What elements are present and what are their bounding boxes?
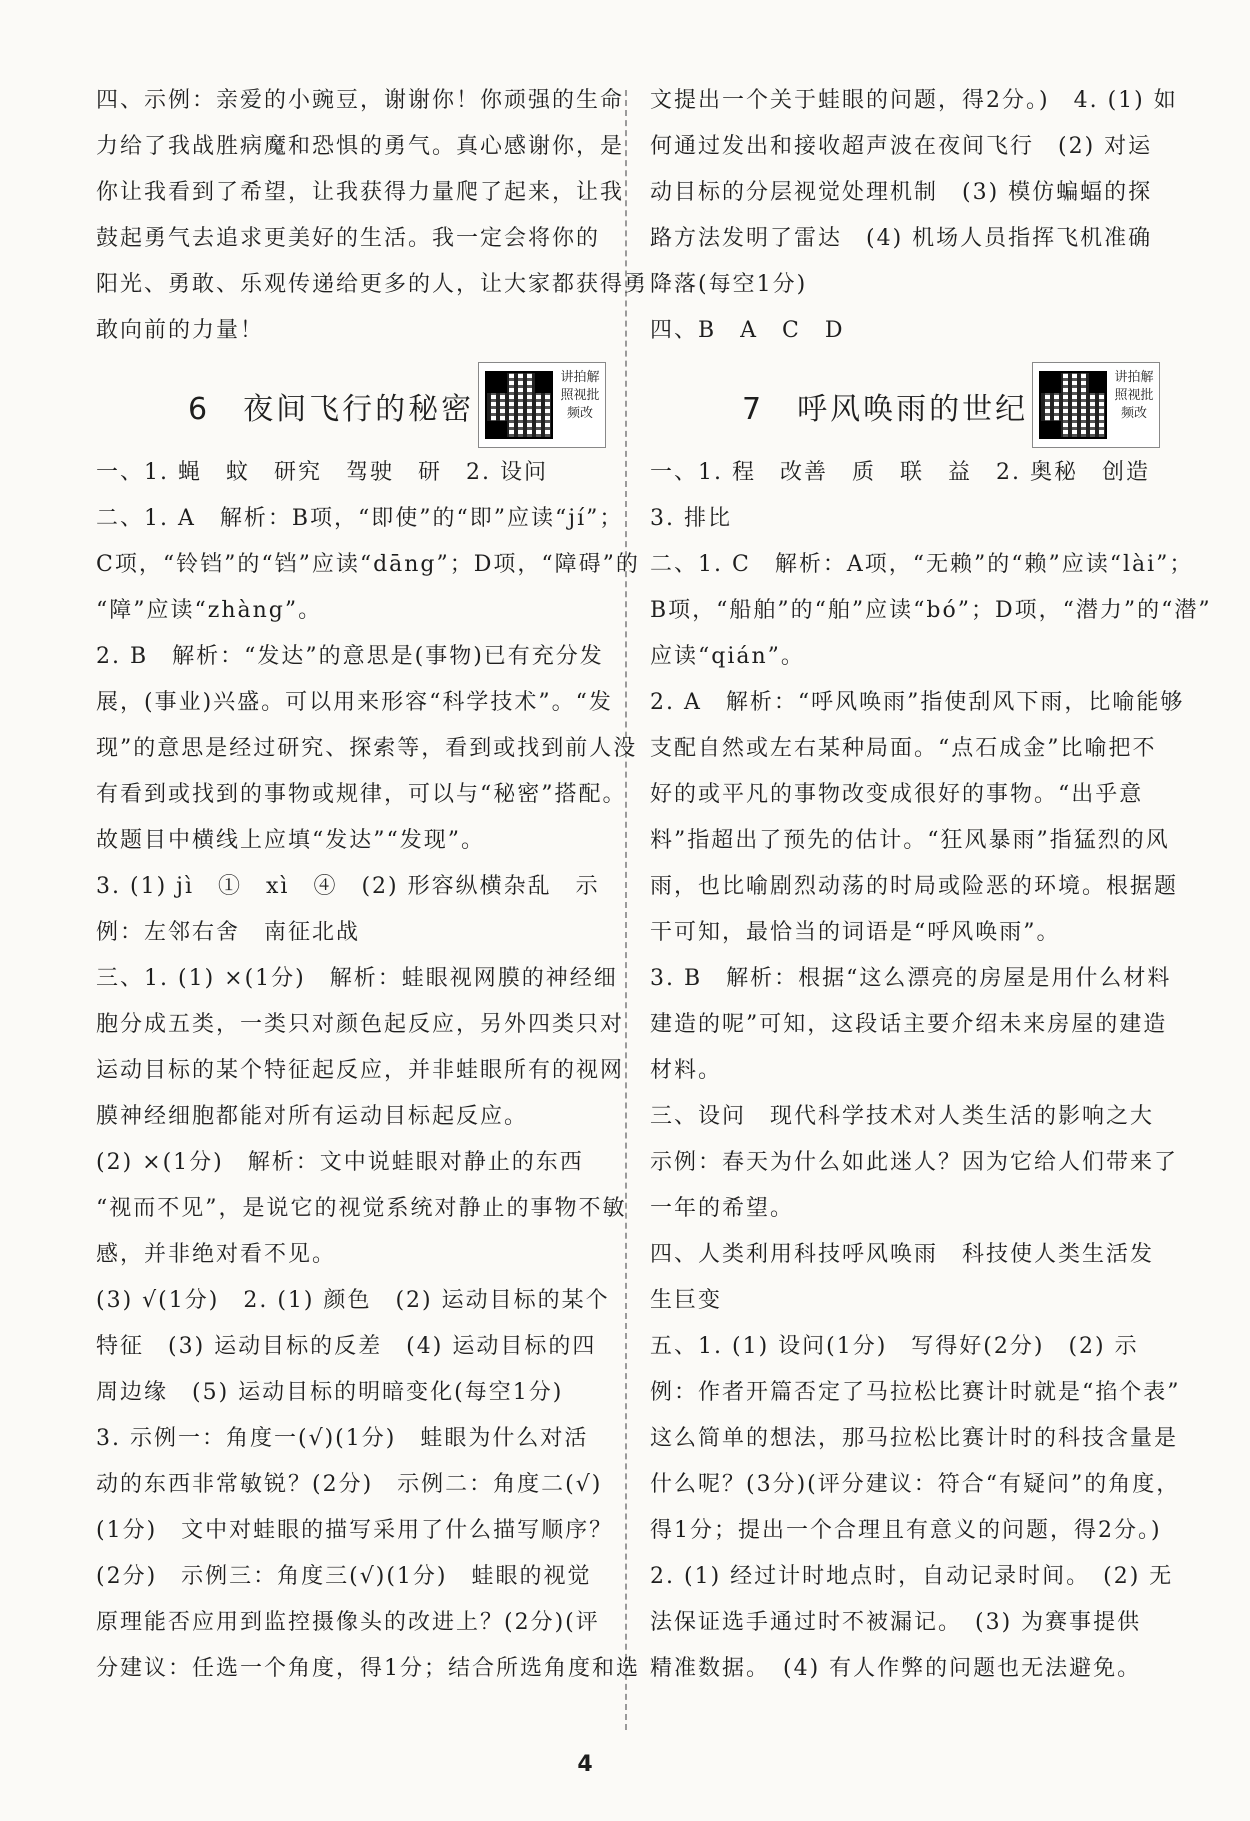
text-line: 胞分成五类，一类只对颜色起反应，另外四类只对 bbox=[96, 1012, 625, 1037]
text-line: 运动目标的某个特征起反应，并非蛙眼所有的视网 bbox=[96, 1058, 625, 1083]
right-column bbox=[650, 78, 1212, 1692]
text-line: 材料。 bbox=[650, 1058, 723, 1083]
text-line: 何通过发出和接收超声波在夜间飞行 (2) 对运 bbox=[650, 134, 1153, 159]
text-line: 原理能否应用到监控摄像头的改进上？(2分)(评 bbox=[96, 1610, 600, 1635]
text-line: 料”指超出了预先的估计。“狂风暴雨”指猛烈的风 bbox=[650, 828, 1170, 853]
qr-label: 讲拍解照视批频改 bbox=[560, 370, 600, 421]
qr-code-box[interactable] bbox=[478, 362, 606, 448]
text-line: B项，“船舶”的“舶”应读“bó”；D项，“潜力”的“潜” bbox=[650, 598, 1212, 623]
text-line: 应读“qián”。 bbox=[650, 644, 805, 669]
text-line: C项，“铃铛”的“铛”应读“dāng”；D项，“障碍”的 bbox=[96, 552, 640, 577]
text-line: 例：作者开篇否定了马拉松比赛计时就是“掐个表” bbox=[650, 1380, 1181, 1405]
qr-code-box[interactable] bbox=[1032, 362, 1160, 448]
text-line: 3. 排比 bbox=[650, 506, 732, 531]
text-line: 雨，也比喻剧烈动荡的时局或险恶的环境。根据题 bbox=[650, 874, 1179, 899]
text-line: 你让我看到了希望，让我获得力量爬了起来，让我 bbox=[96, 180, 625, 205]
text-line: 示例：春天为什么如此迷人？因为它给人们带来了 bbox=[650, 1150, 1179, 1175]
text-line: “视而不见”，是说它的视觉系统对静止的事物不敏 bbox=[96, 1196, 627, 1221]
text-line: (2) ×(1分) 解析：文中说蛙眼对静止的东西 bbox=[96, 1150, 584, 1175]
text-line: 故题目中横线上应填“发达”“发现”。 bbox=[96, 828, 485, 853]
left-column bbox=[96, 78, 649, 1692]
text-line: 什么呢？(3分)(评分建议：符合“有疑问”的角度， bbox=[650, 1472, 1181, 1497]
qr-code-icon bbox=[485, 371, 553, 439]
text-line: 动目标的分层视觉处理机制 (3) 模仿蝙蝠的探 bbox=[650, 180, 1153, 205]
text-line: 得1分；提出一个合理且有意义的问题，得2分。) bbox=[650, 1518, 1162, 1543]
text-line: 好的或平凡的事物改变成很好的事物。“出乎意 bbox=[650, 782, 1144, 807]
qr-code-icon bbox=[1039, 371, 1107, 439]
text-line: 2. B 解析：“发达”的意思是(事物)已有充分发 bbox=[96, 644, 604, 669]
section-title: 6 夜间飞行的秘密 bbox=[188, 392, 475, 427]
text-line: 路方法发明了雷达 (4) 机场人员指挥飞机准确 bbox=[650, 226, 1153, 251]
text-line: 2. A 解析：“呼风唤雨”指使刮风下雨，比喻能够 bbox=[650, 690, 1185, 715]
text-line: 展，(事业)兴盛。可以用来形容“科学技术”。“发 bbox=[96, 690, 613, 715]
section-title: 7 呼风唤雨的世纪 bbox=[742, 392, 1029, 427]
text-line: “障”应读“zhàng”。 bbox=[96, 598, 323, 623]
text-line: 现”的意思是经过研究、探索等，看到或找到前人没 bbox=[96, 736, 638, 761]
text-line: 支配自然或左右某种局面。“点石成金”比喻把不 bbox=[650, 736, 1157, 761]
text-line: 分建议：任选一个角度，得1分；结合所选角度和选 bbox=[96, 1656, 640, 1681]
text-line: 建造的呢”可知，这段话主要介绍未来房屋的建造 bbox=[650, 1012, 1168, 1037]
column-divider bbox=[625, 90, 627, 1730]
text-line: 2. (1) 经过计时地点时，自动记录时间。 (2) 无 bbox=[650, 1564, 1174, 1589]
text-line: 一、1. 蝇 蚊 研究 驾驶 研 2. 设问 bbox=[96, 460, 548, 485]
text-line: 3. 示例一：角度一(√)(1分) 蛙眼为什么对活 bbox=[96, 1426, 589, 1451]
text-line: 特征 (3) 运动目标的反差 (4) 运动目标的四 bbox=[96, 1334, 597, 1359]
text-line: 鼓起勇气去追求更美好的生活。我一定会将你的 bbox=[96, 226, 601, 251]
section-header bbox=[650, 354, 1170, 450]
text-line: 力给了我战胜病魔和恐惧的勇气。真心感谢你，是 bbox=[96, 134, 625, 159]
text-line: (2分) 示例三：角度三(√)(1分) 蛙眼的视觉 bbox=[96, 1564, 592, 1589]
text-line: 四、示例：亲爱的小豌豆，谢谢你！你顽强的生命 bbox=[96, 88, 625, 113]
section-header bbox=[96, 354, 616, 450]
text-line: 精准数据。 (4) 有人作弊的问题也无法避免。 bbox=[650, 1656, 1142, 1681]
text-line: 感，并非绝对看不见。 bbox=[96, 1242, 337, 1267]
text-line: (1分) 文中对蛙眼的描写采用了什么描写顺序？ bbox=[96, 1518, 614, 1543]
text-line: 阳光、勇敢、乐观传递给更多的人，让大家都获得勇 bbox=[96, 272, 649, 297]
text-line: 文提出一个关于蛙眼的问题，得2分。) 4. (1) 如 bbox=[650, 88, 1178, 113]
text-line: 动的东西非常敏锐？(2分) 示例二：角度二(√) bbox=[96, 1472, 603, 1497]
text-line: 膜神经细胞都能对所有运动目标起反应。 bbox=[96, 1104, 529, 1129]
text-line: 周边缘 (5) 运动目标的明暗变化(每空1分) bbox=[96, 1380, 564, 1405]
text-line: (3) √(1分) 2. (1) 颜色 (2) 运动目标的某个 bbox=[96, 1288, 610, 1313]
text-line: 敢向前的力量！ bbox=[96, 318, 265, 343]
text-line: 降落(每空1分) bbox=[650, 272, 808, 297]
page-number: 4 bbox=[577, 1752, 593, 1777]
qr-label: 讲拍解照视批频改 bbox=[1114, 370, 1154, 421]
text-line: 生巨变 bbox=[650, 1288, 723, 1313]
text-line: 干可知，最恰当的词语是“呼风唤雨”。 bbox=[650, 920, 1061, 945]
text-line: 3. (1) jì ① xì ④ (2) 形容纵横杂乱 示 bbox=[96, 874, 600, 899]
text-line: 这么简单的想法，那马拉松比赛计时的科技含量是 bbox=[650, 1426, 1179, 1451]
text-line: 3. B 解析：根据“这么漂亮的房屋是用什么材料 bbox=[650, 966, 1172, 991]
text-line: 三、设问 现代科学技术对人类生活的影响之大 bbox=[650, 1104, 1155, 1129]
text-line: 二、1. A 解析：B项，“即使”的“即”应读“jí”； bbox=[96, 506, 624, 531]
text-line: 四、B A C D bbox=[650, 318, 845, 343]
text-line: 一年的希望。 bbox=[650, 1196, 795, 1221]
text-line: 三、1. (1) ×(1分) 解析：蛙眼视网膜的神经细 bbox=[96, 966, 618, 991]
text-line: 二、1. C 解析：A项，“无赖”的“赖”应读“lài”； bbox=[650, 552, 1194, 577]
text-line: 四、人类利用科技呼风唤雨 科技使人类生活发 bbox=[650, 1242, 1155, 1267]
text-line: 有看到或找到的事物或规律，可以与“秘密”搭配。 bbox=[96, 782, 627, 807]
text-line: 例：左邻右舍 南征北战 bbox=[96, 920, 361, 945]
text-line: 法保证选手通过时不被漏记。 (3) 为赛事提供 bbox=[650, 1610, 1142, 1635]
text-line: 五、1. (1) 设问(1分) 写得好(2分) (2) 示 bbox=[650, 1334, 1139, 1359]
text-line: 一、1. 程 改善 质 联 益 2. 奥秘 创造 bbox=[650, 460, 1150, 485]
